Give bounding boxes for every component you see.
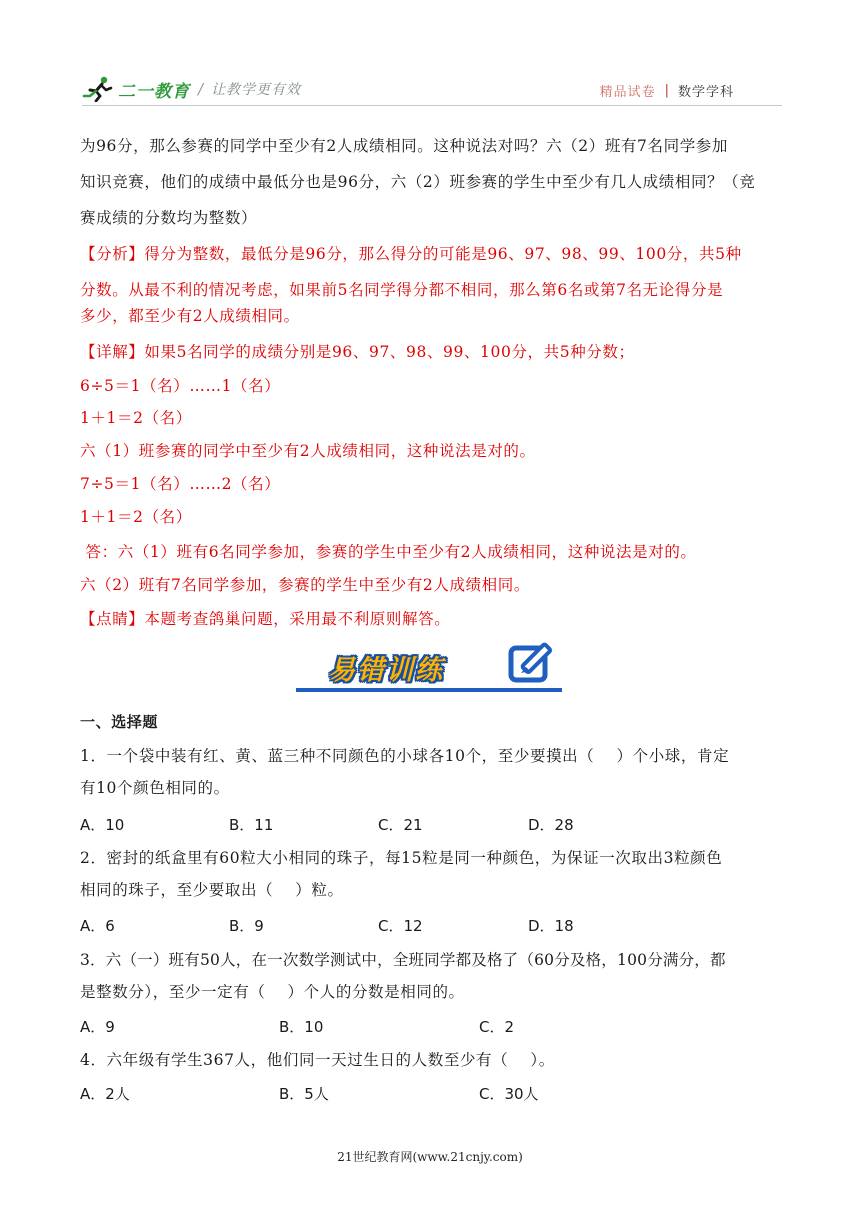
question-line: 有10个颜色相同的。 xyxy=(80,779,230,797)
body-line: 赛成绩的分数均为整数） xyxy=(80,209,258,227)
logo-slash: / xyxy=(198,80,204,98)
detail-line: 1＋1＝2（名） xyxy=(80,508,192,526)
page-footer: 21世纪教育网(www.21cnjy.com) xyxy=(337,1150,523,1164)
analysis-line: 分数。从最不利的情况考虑，如果前5名同学得分都不相同，那么第6名或第7名无论得分是 xyxy=(80,281,724,299)
body-line: 知识竞赛，他们的成绩中最低分也是96分，六（2）班参赛的学生中至少有几人成绩相同？（竞 xyxy=(80,173,756,191)
option-a: A．10 xyxy=(80,816,125,834)
logo-slogan: 让教学更有效 xyxy=(211,82,302,98)
option-a: A．9 xyxy=(80,1018,115,1036)
option-b: B．5人 xyxy=(279,1085,329,1103)
header-right xyxy=(600,81,734,100)
body-line: 为96分，那么参赛的同学中至少有2人成绩相同。这种说法对吗？六（2）班有7名同学参加 xyxy=(80,137,729,155)
detail-line: 7÷5＝1（名）……2（名） xyxy=(80,475,281,493)
comment-tag: 【点睛】 xyxy=(80,610,145,628)
banner-title: 易错训练 xyxy=(328,655,444,686)
option-d: D．28 xyxy=(528,816,574,834)
question-line: 1．一个袋中装有红、黄、蓝三种不同颜色的小球各10个，至少要摸出（ ）个小球，肯定 xyxy=(80,747,730,765)
page-header xyxy=(82,72,782,108)
section-banner xyxy=(296,638,562,696)
header-subject: 数学学科 xyxy=(677,85,734,100)
question-line: 2．密封的纸盒里有60粒大小相同的珠子，每15粒是同一种颜色，为保证一次取出3粒颜色 xyxy=(80,849,723,867)
analysis-tag: 【分析】 xyxy=(80,245,145,263)
header-brand: 精品试卷 xyxy=(599,85,656,100)
detail-line: 六（1）班参赛的同学中至少有2人成绩相同，这种说法是对的。 xyxy=(80,442,536,460)
option-b: B．10 xyxy=(279,1018,324,1036)
option-c: C．2 xyxy=(479,1018,515,1036)
analysis-text: 得分为整数，最低分是96分，那么得分的可能是96、97、98、99、100分，共5种 xyxy=(144,245,742,263)
detail-line xyxy=(80,342,635,362)
option-c: C．30人 xyxy=(479,1085,539,1103)
section-title: 一、选择题 xyxy=(80,713,159,731)
banner-underline xyxy=(296,688,562,692)
option-b: B．11 xyxy=(229,816,274,834)
runner-logo-icon xyxy=(82,76,116,102)
detail-line: 6÷5＝1（名）……1（名） xyxy=(80,377,281,395)
detail-text: 如果5名同学的成绩分别是96、97、98、99、100分，共5种分数； xyxy=(144,343,635,361)
header-separator: | xyxy=(664,83,669,98)
option-a: A．6 xyxy=(80,917,115,935)
option-c: C．21 xyxy=(378,816,423,834)
question-line: 4．六年级有学生367人，他们同一天过生日的人数至少有（ ）。 xyxy=(80,1051,555,1069)
comment-line xyxy=(80,609,450,629)
logo xyxy=(82,74,301,104)
option-d: D．18 xyxy=(528,917,574,935)
option-c: C．12 xyxy=(378,917,423,935)
question-line: 3．六（一）班有50人，在一次数学测试中，全班同学都及格了（60分及格，100分满分，都 xyxy=(80,951,726,969)
option-a: A．2人 xyxy=(80,1085,130,1103)
detail-line: 答：六（1）班有6名同学参加，参赛的学生中至少有2人成绩相同，这种说法是对的。 xyxy=(80,543,697,561)
detail-line: 六（2）班有7名同学参加，参赛的学生中至少有2人成绩相同。 xyxy=(80,576,530,594)
question-line: 相同的珠子，至少要取出（ ）粒。 xyxy=(80,881,344,899)
pencil-square-icon xyxy=(506,640,556,686)
comment-text: 本题考查鸽巢问题，采用最不利原则解答。 xyxy=(144,610,451,628)
analysis-line: 多少，都至少有2人成绩相同。 xyxy=(80,307,300,325)
question-line: 是整数分），至少一定有（ ）个人的分数是相同的。 xyxy=(80,983,465,1001)
option-b: B．9 xyxy=(229,917,264,935)
logo-text: 二一教育 xyxy=(118,81,190,102)
header-divider xyxy=(82,105,782,106)
detail-tag: 【详解】 xyxy=(80,343,145,361)
detail-line: 1＋1＝2（名） xyxy=(80,409,192,427)
analysis-line xyxy=(80,244,742,264)
